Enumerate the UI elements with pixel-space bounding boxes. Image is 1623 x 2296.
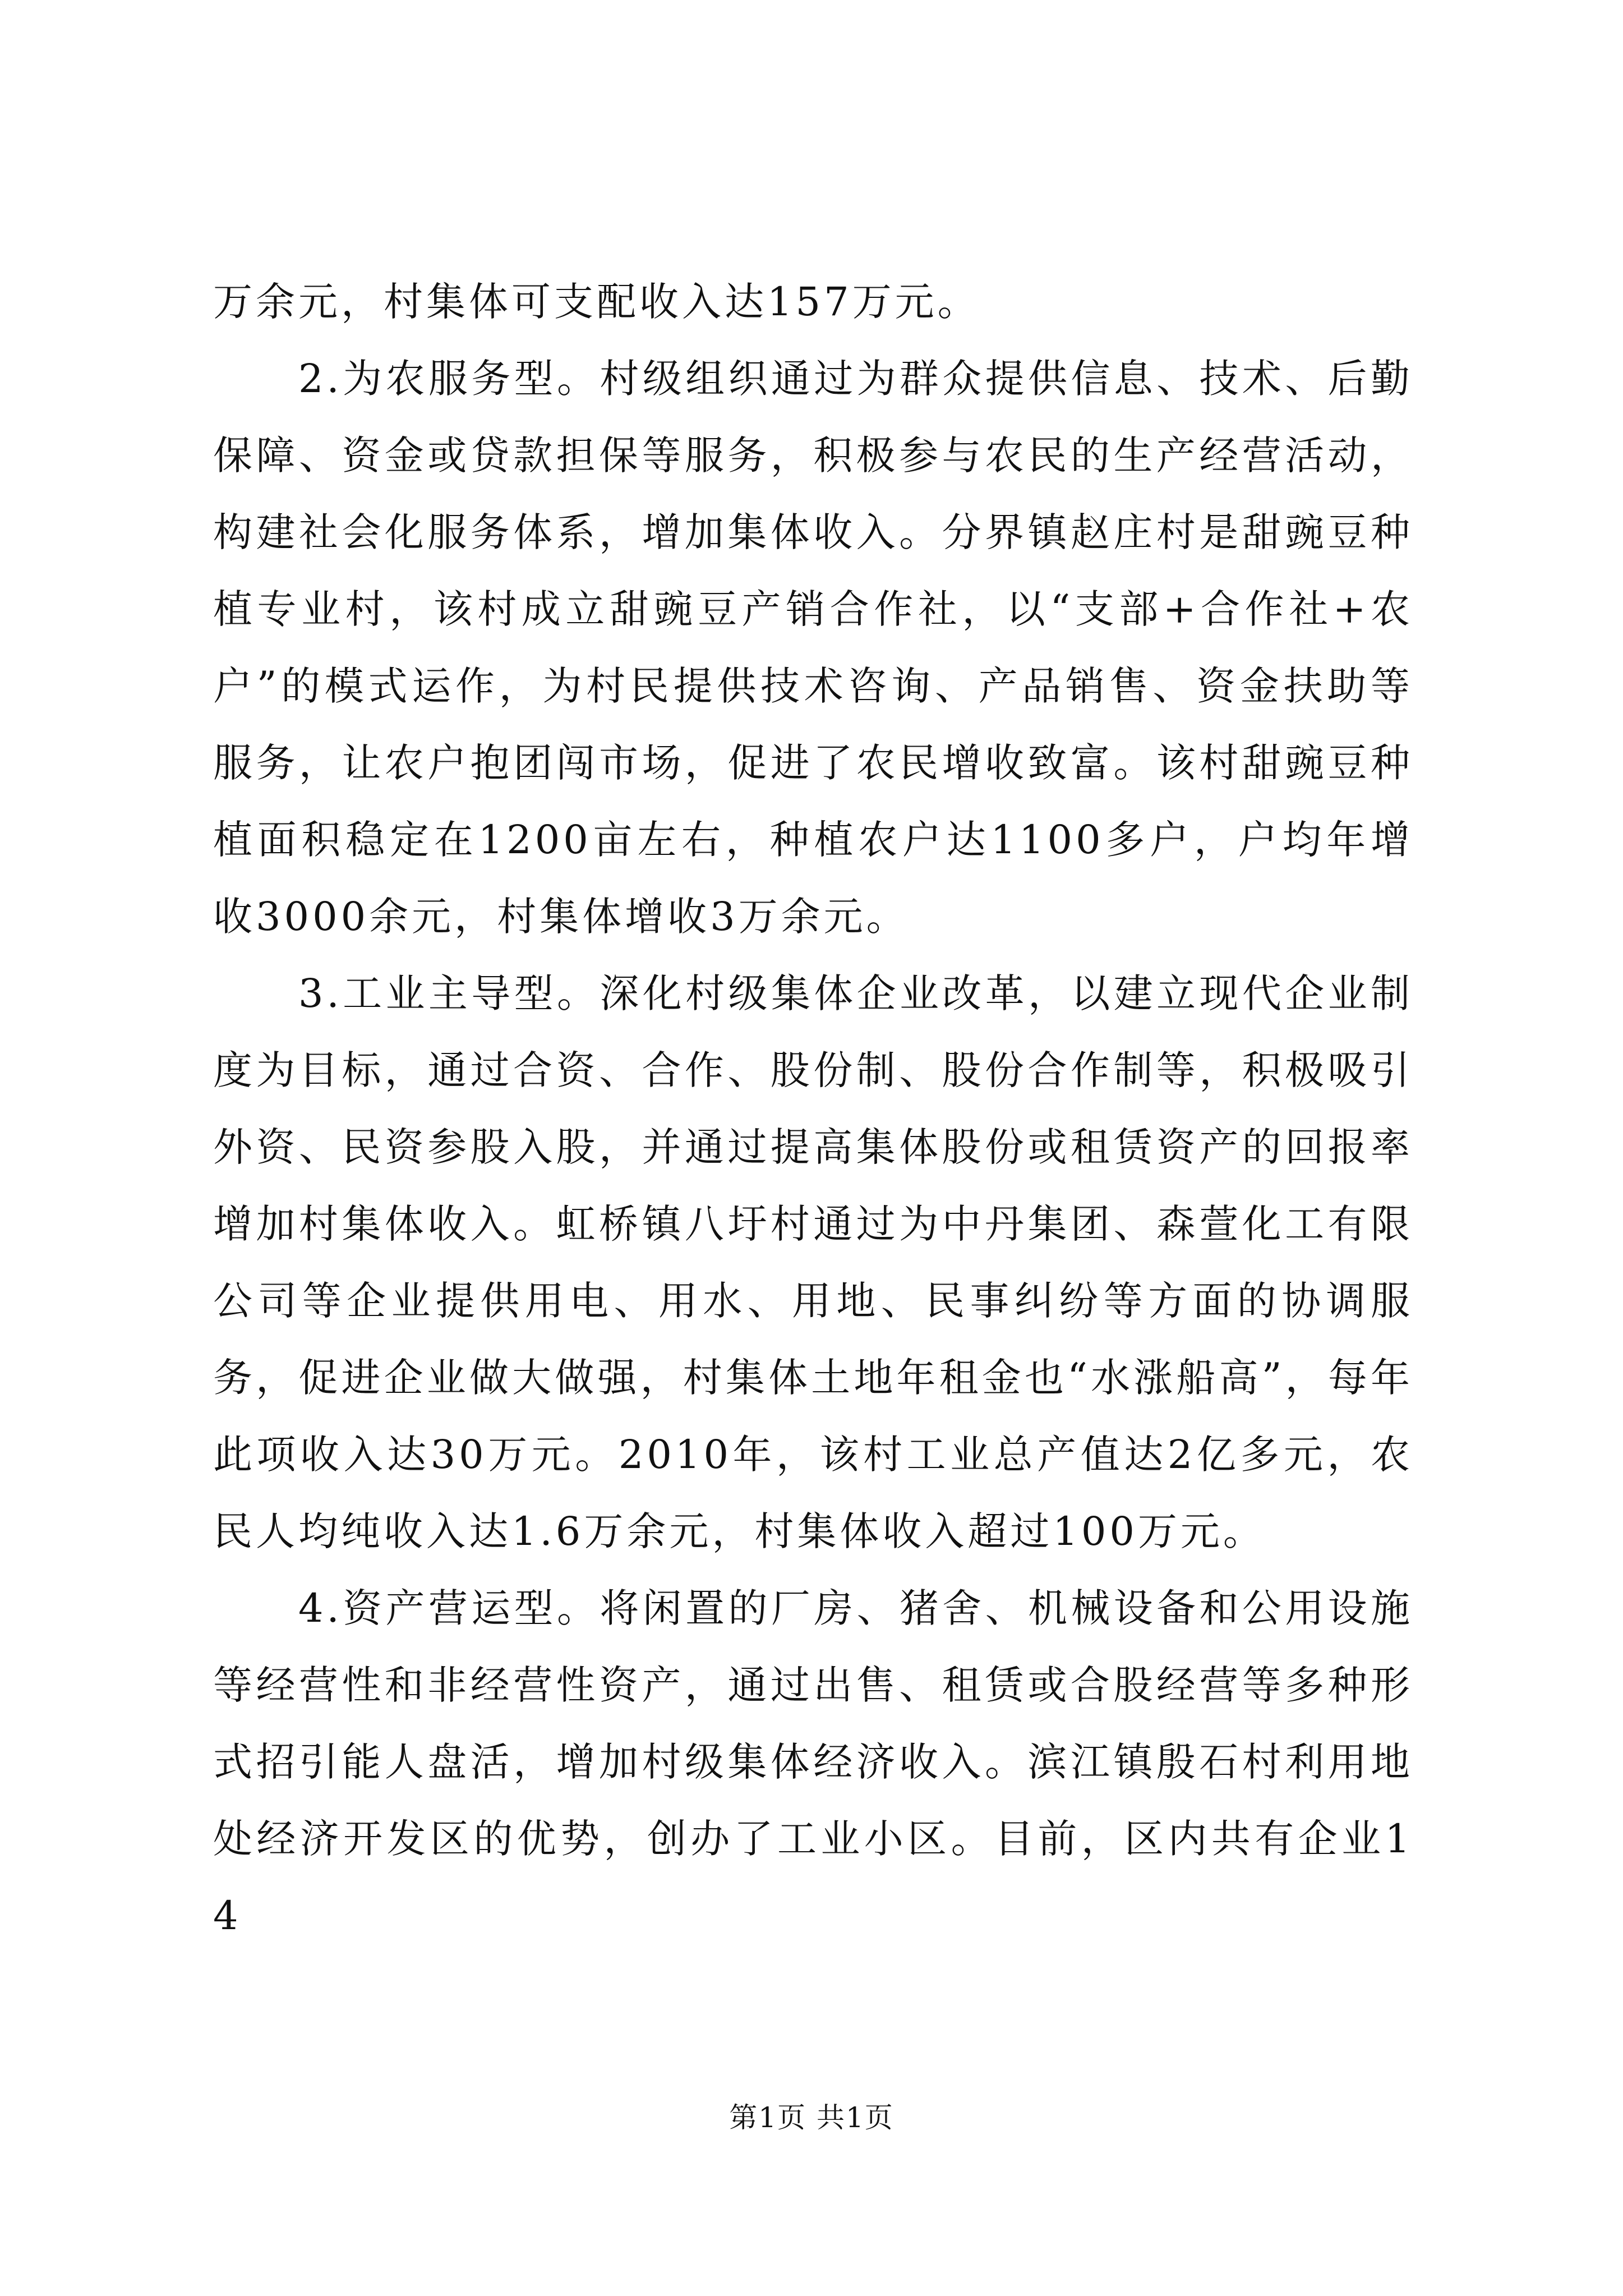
- paragraph-asset-type: 4.资产营运型。将闲置的厂房、猪舍、机械设备和公用设施等经营性和非经营性资产，通过出售、租赁或合股经营等多种形式招引能人盘活，增加村级集体经济收入。滨江镇殷石村利用地处经济开发区的优势，创办了工业小区。目前，区内共有企业14: [213, 1585, 1413, 1939]
- document-body: [213, 264, 1413, 1954]
- paragraph-service-type: 2.为农服务型。村级组织通过为群众提供信息、技术、后勤保障、资金或贷款担保等服务，积极参与农民的生产经营活动，构建社会化服务体系，增加集体收入。分界镇赵庄村是甜豌豆种植专业村，该村成立甜豌豆产销合作社，以“支部+合作社+农户”的模式运作，为村民提供技术咨询、产品销售、资金扶助等服务，让农户抱团闯市场，促进了农民增收致富。该村甜豌豆种植面积稳定在1200亩左右，种植农户达1100多户，户均年增收3000余元，村集体增收3万余元。: [213, 356, 1413, 940]
- paragraph-continuation: 万余元，村集体可支配收入达157万元。: [213, 279, 980, 325]
- paragraph-industry-type: 3.工业主导型。深化村级集体企业改革，以建立现代企业制度为目标，通过合资、合作、股份制、股份合作制等，积极吸引外资、民资参股入股，并通过提高集体股份或租赁资产的回报率增加村集体收入。虹桥镇八圩村通过为中丹集团、森萱化工有限公司等企业提供用电、用水、用地、民事纠纷等方面的协调服务，促进企业做大做强，村集体土地年租金也“水涨船高”，每年此项收入达30万元。2010年，该村工业总产值达2亿多元，农民人均纯收入达1.6万余元，村集体收入超过100万元。: [213, 970, 1413, 1554]
- page-footer: 第1页 共1页: [729, 2101, 894, 2134]
